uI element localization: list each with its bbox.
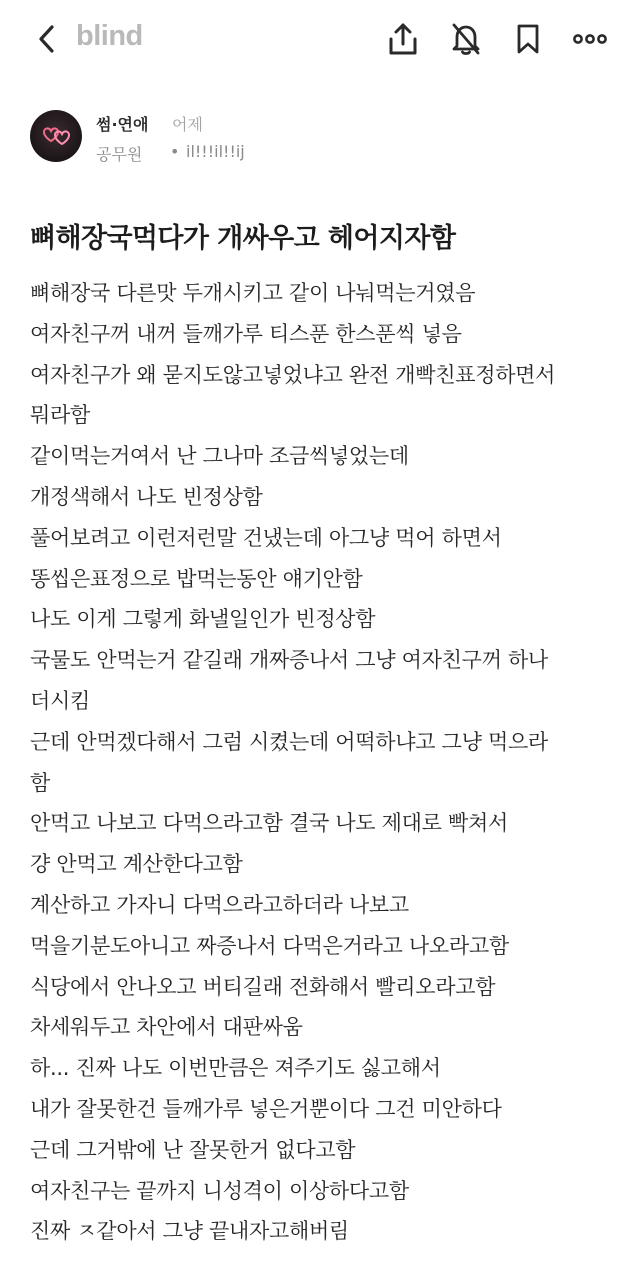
- post-body-line: 식당에서 안나오고 버티길래 전화해서 빨리오라고함: [30, 974, 496, 999]
- bell-off-icon: [450, 22, 482, 56]
- hearts-icon: [30, 110, 82, 162]
- back-button[interactable]: [30, 22, 64, 56]
- bookmark-icon: [514, 22, 542, 56]
- share-button[interactable]: [384, 20, 422, 58]
- post-body-line: 안먹고 나보고 다먹으라고함 결국 나도 제대로 빡쳐서: [30, 811, 508, 836]
- post-body-line: 여자친구가 왜 묻지도않고넣었냐고 완전 개빡친표정하면서: [30, 362, 556, 387]
- post-time: 어제: [172, 115, 203, 134]
- post-body-line: 먹을기분도아니고 짜증나서 다먹은거라고 나오라고함: [30, 933, 509, 958]
- post-body-line: 개정색해서 나도 빈정상함: [30, 484, 263, 509]
- brand-logo: blind: [76, 20, 143, 52]
- post-body-line: 함: [30, 770, 50, 795]
- post-body-line: 똥씹은표정으로 밥먹는동안 얘기안함: [30, 566, 363, 591]
- post-body-line: 내가 잘못한건 들깨가루 넣은거뿐이다 그건 미안하다: [30, 1096, 502, 1121]
- post-body-line: 풀어보려고 이런저런말 건냈는데 아그냥 먹어 하면서: [30, 525, 502, 550]
- top-navigation-bar: [0, 0, 640, 80]
- meta-separator: •: [170, 142, 180, 161]
- author-nickname[interactable]: il!!!il!!ij: [186, 142, 245, 161]
- community-avatar[interactable]: [30, 110, 82, 162]
- share-icon: [387, 22, 419, 56]
- post-author-info: [30, 110, 610, 170]
- post-body-line: 하... 진짜 나도 이번만큼은 져주기도 싫고해서: [30, 1056, 441, 1081]
- post-body-line: 여자친구는 끝까지 니성격이 이상하다고함: [30, 1178, 409, 1203]
- author-company: 공무원: [96, 145, 143, 164]
- post-body-line: 근데 그거밖에 난 잘못한거 없다고함: [30, 1137, 356, 1162]
- back-icon: [36, 24, 58, 54]
- post-body-line: 뼈해장국 다른맛 두개시키고 같이 나눠먹는거였음: [30, 281, 476, 305]
- community-name[interactable]: 썸·연애: [96, 115, 149, 134]
- post-body-line: 근데 안먹겠다해서 그럼 시켰는데 어떡하냐고 그냥 먹으라: [30, 729, 548, 754]
- post-body: [30, 273, 630, 1252]
- notification-toggle-button[interactable]: [447, 20, 485, 58]
- post-body-line: 계산하고 가자니 다먹으라고하더라 나보고: [30, 892, 409, 917]
- post-body-line: 차세워두고 차안에서 대판싸움: [30, 1015, 303, 1040]
- more-options-button[interactable]: [571, 20, 609, 58]
- post-body-line: 뭐라함: [30, 403, 90, 428]
- post-body-line: 진짜 ㅈ같아서 그냥 끝내자고해버림: [30, 1219, 349, 1244]
- post-body-line: 걍 안먹고 계산한다고함: [30, 852, 243, 877]
- more-icon: [572, 33, 608, 45]
- post-body-line: 여자친구꺼 내꺼 들깨가루 티스푼 한스푼씩 넣음: [30, 321, 462, 346]
- post-body-line: 나도 이게 그렇게 화낼일인가 빈정상함: [30, 607, 376, 632]
- post-body-line: 같이먹는거여서 난 그나마 조금씩넣었는데: [30, 444, 409, 469]
- bookmark-button[interactable]: [509, 20, 547, 58]
- post-body-line: 국물도 안먹는거 같길래 개짜증나서 그냥 여자친구꺼 하나: [30, 648, 548, 673]
- post-body-line: 더시킴: [30, 688, 90, 713]
- post-title: 뼈해장국먹다가 개싸우고 헤어지자함: [30, 223, 456, 254]
